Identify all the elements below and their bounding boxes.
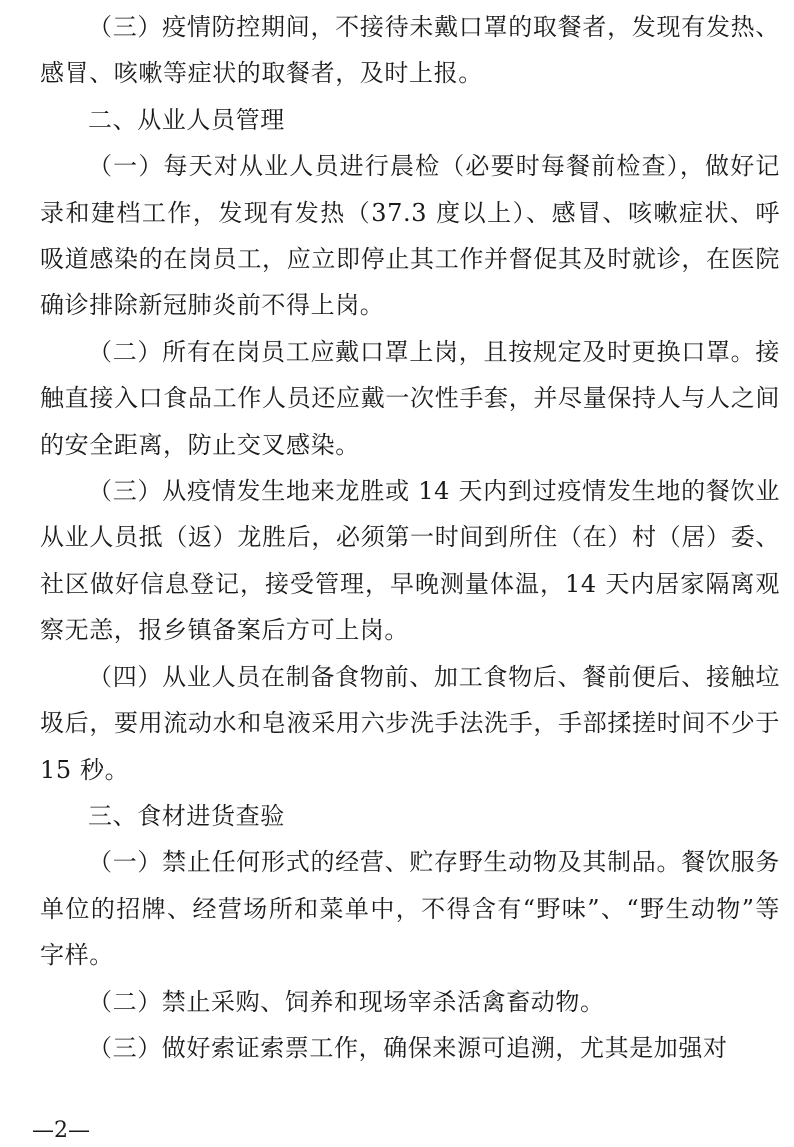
paragraph-staff-4: （四）从业人员在制备食物前、加工食物后、餐前便后、接触垃圾后，要用流动水和皂液采用六步洗手法洗手，手部揉搓时间不少于 15 秒。 (40, 662, 780, 784)
section-heading-staff-management: 二、从业人员管理 (88, 105, 285, 134)
document-body (40, 4, 780, 1071)
section-heading-ingredient-inspection: 三、食材进货查验 (88, 801, 285, 830)
page-number: —2— (32, 1118, 90, 1143)
paragraph-inspection-3: （三）做好索证索票工作，确保来源可追溯，尤其是加强对 (88, 1033, 728, 1062)
paragraph-staff-3: （三）从疫情发生地来龙胜或 14 天内到过疫情发生地的餐饮业从业人员抵（返）龙胜后，必须第一时间到所住（在）村（居）委、社区做好信息登记，接受管理，早晚测量体温，14 天内居家隔离观察无恙，报乡镇备案后方可上岗。 (40, 477, 780, 645)
paragraph-precaution-3: （三）疫情防控期间，不接待未戴口罩的取餐者，发现有发热、感冒、咳嗽等症状的取餐者，及时上报。 (40, 13, 780, 88)
paragraph-inspection-2: （二）禁止采购、饲养和现场宰杀活禽畜动物。 (88, 987, 605, 1016)
paragraph-staff-2: （二）所有在岗员工应戴口罩上岗，且按规定及时更换口罩。接触直接入口食品工作人员还应戴一次性手套，并尽量保持人与人之间的安全距离，防止交叉感染。 (40, 337, 780, 459)
paragraph-inspection-1: （一）禁止任何形式的经营、贮存野生动物及其制品。餐饮服务单位的招牌、经营场所和菜单中，不得含有“野味”、“野生动物”等字样。 (40, 848, 780, 970)
paragraph-staff-1: （一）每天对从业人员进行晨检（必要时每餐前检查），做好记录和建档工作，发现有发热（37.3 度以上）、感冒、咳嗽症状、呼吸道感染的在岗员工，应立即停止其工作并督促其及时就诊，在医院确诊排除新冠肺炎前不得上岗。 (40, 152, 780, 320)
